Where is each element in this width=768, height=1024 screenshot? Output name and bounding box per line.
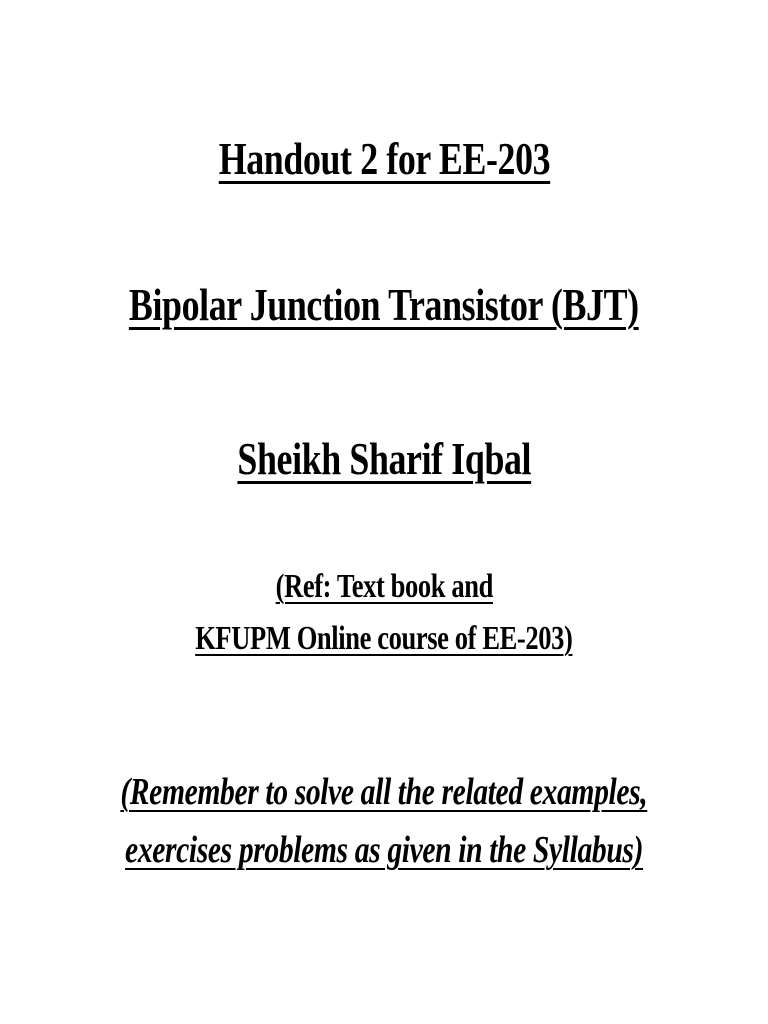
handout-title-line xyxy=(0,132,768,185)
reference-text-1: (Ref: Text book and xyxy=(275,568,493,605)
reference-text-2: KFUPM Online course of EE-203) xyxy=(195,620,573,657)
reference-line-1 xyxy=(0,568,768,606)
topic-title: Bipolar Junction Transistor (BJT) xyxy=(129,279,639,330)
note-line-1 xyxy=(0,770,768,814)
topic-title-line xyxy=(0,278,768,331)
reference-line-2 xyxy=(0,620,768,658)
author-name: Sheikh Sharif Iqbal xyxy=(237,433,531,484)
note-text-2: exercises problems as given in the Syllabus) xyxy=(124,829,643,871)
note-text-1: (Remember to solve all the related examples, xyxy=(120,771,648,813)
handout-title: Handout 2 for EE-203 xyxy=(218,133,550,184)
author-line xyxy=(0,432,768,485)
note-line-2 xyxy=(0,828,768,872)
